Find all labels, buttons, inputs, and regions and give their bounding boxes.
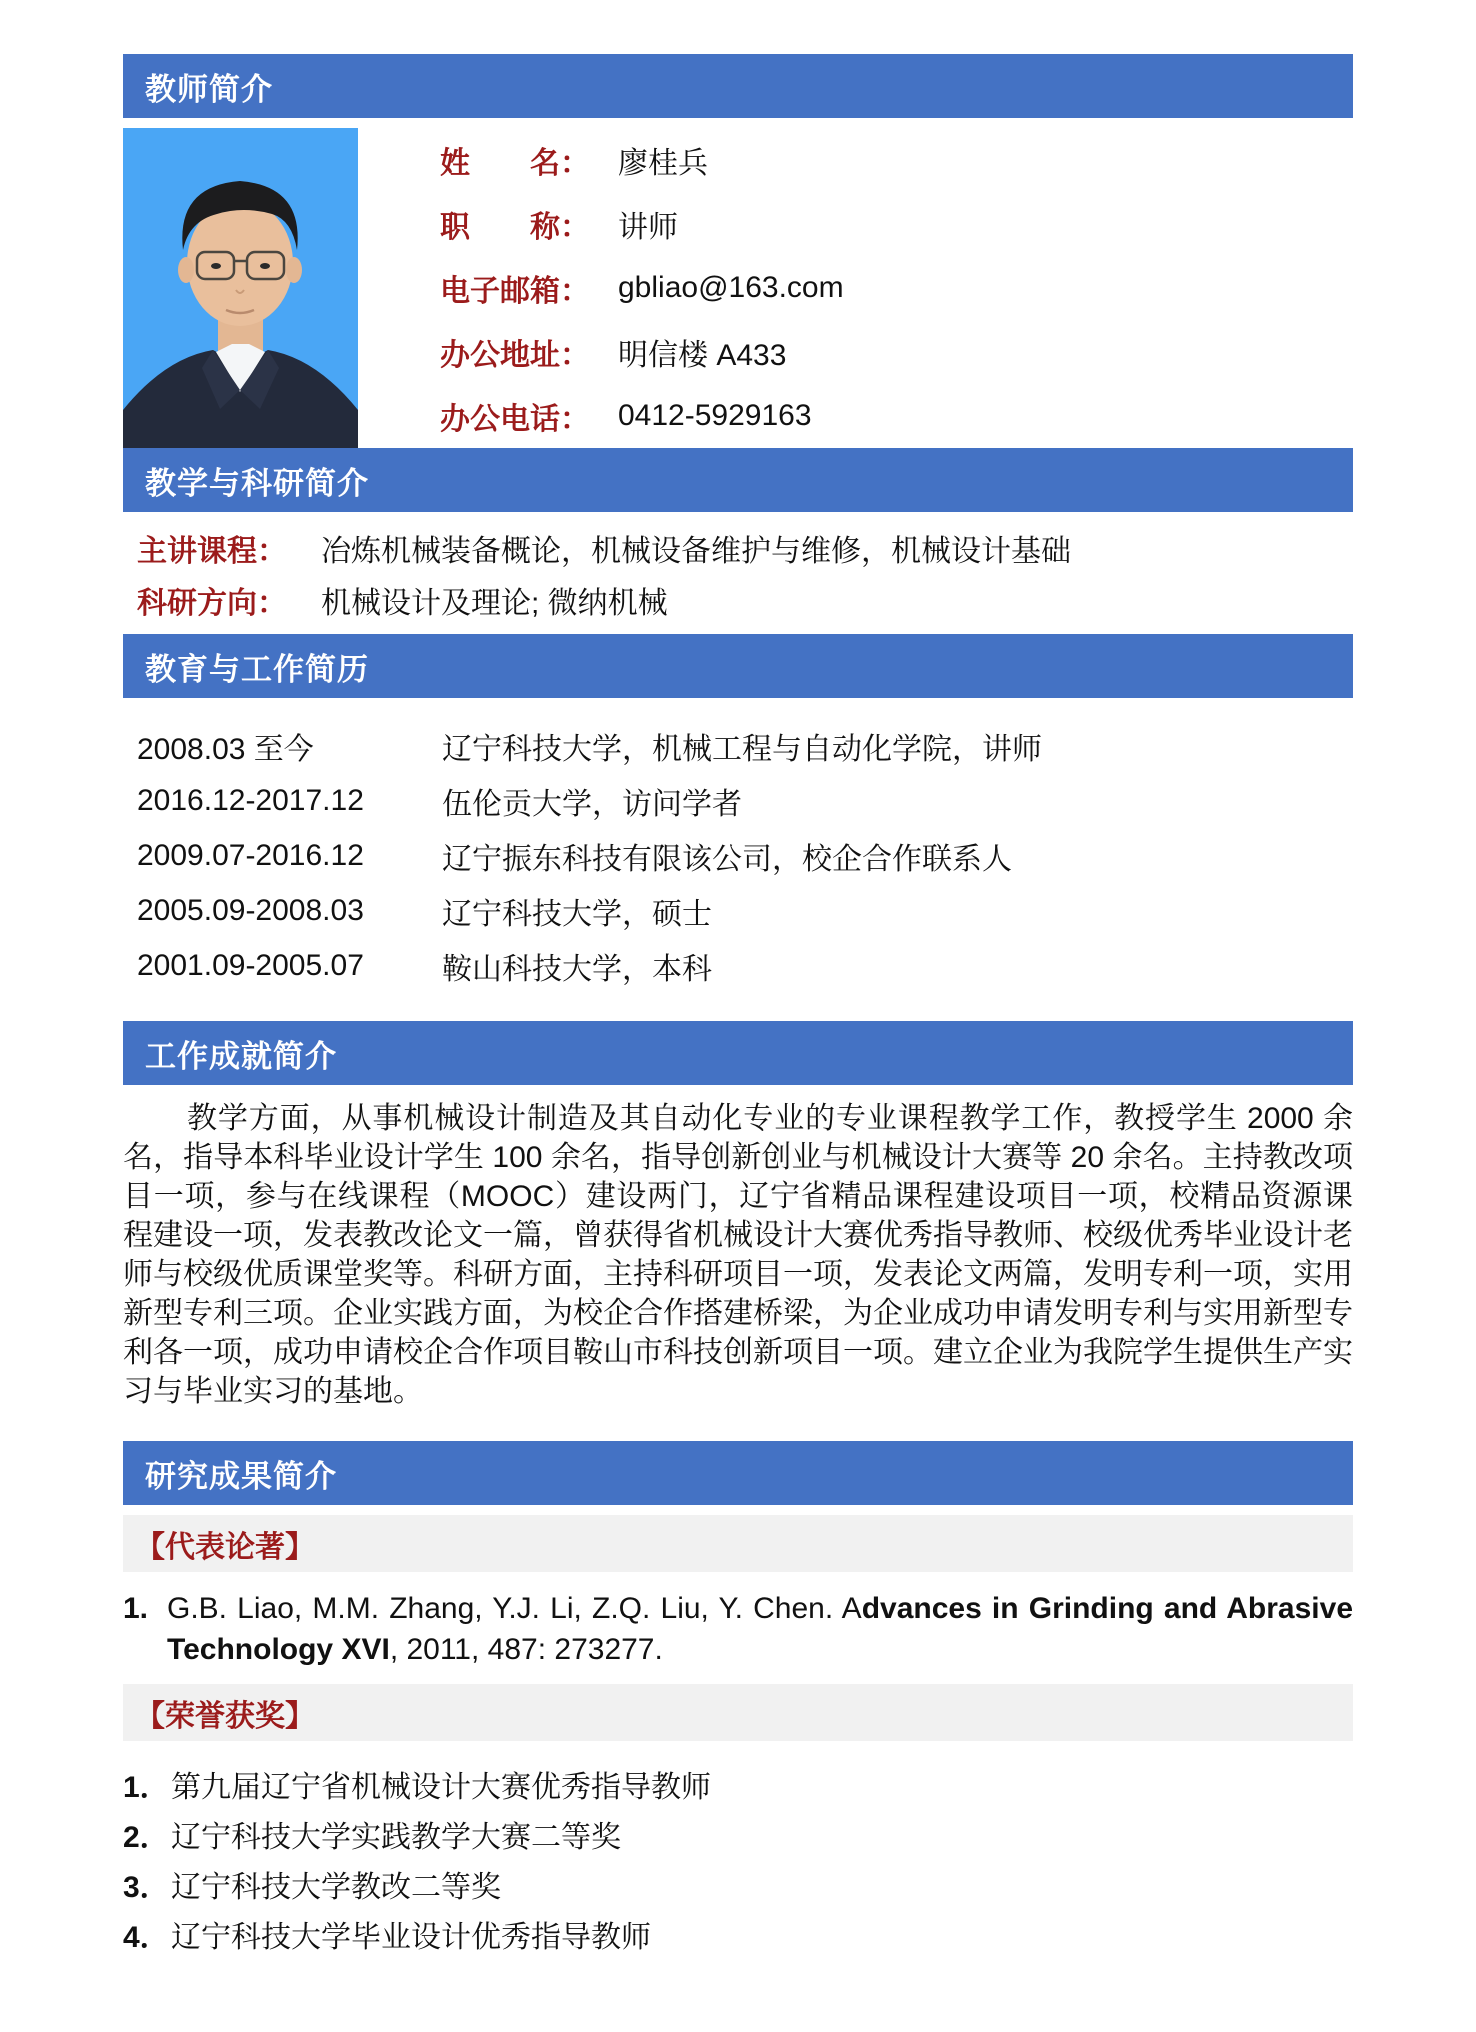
timeline-period: 2005.09-2008.03 [137,893,364,927]
awards-list [123,1759,1353,1959]
publication-title: dvances in Grinding and Abrasive Technology XVI [167,1592,1354,1666]
timeline-detail: 伍伦贡大学，访问学者 [442,787,742,821]
timeline-period: 2016.12-2017.12 [137,783,364,817]
subsection-awards-heading [123,1684,1353,1741]
field-value-email: gbliao@163.com [618,271,844,304]
award-item [123,1809,1353,1859]
award-text: 辽宁科技大学教改二等奖 [171,1871,501,1904]
section-title: 工作成就简介 [145,1038,337,1074]
section-bar-teaching-research [123,448,1353,512]
field-row-office [440,320,844,384]
timeline-row [137,938,1353,993]
field-label: 办公地址： [440,339,590,372]
subsection-publications-heading [123,1515,1353,1572]
field-label: 办公电话： [440,403,590,436]
publication-number: 1. [123,1592,149,1625]
section-bar-teacher-intro [123,54,1353,118]
award-item [123,1859,1353,1909]
award-text: 辽宁科技大学实践教学大赛二等奖 [171,1821,621,1854]
row-value: 机械设计及理论; 微纳机械 [321,587,668,620]
field-row-email [440,256,844,320]
section-title: 教师简介 [145,71,273,107]
field-label: 姓 名： [440,147,590,180]
row-label: 科研方向： [137,587,287,620]
teacher-photo [123,128,358,448]
teaching-row-courses [137,522,1353,574]
award-number: 4． [123,1921,170,1954]
profile-fields [440,128,844,448]
field-row-title [440,192,844,256]
field-value: 明信楼 A433 [618,339,787,372]
timeline-period: 2009.07-2016.12 [137,838,364,872]
section-title: 教育与工作简历 [145,651,369,687]
field-row-phone [440,384,844,448]
teaching-block [123,512,1353,634]
row-label: 主讲课程： [137,535,287,568]
timeline-row [137,718,1353,773]
profile-block [123,128,1353,448]
award-number: 3． [123,1871,170,1904]
timeline-detail: 鞍山科技大学，本科 [442,952,712,986]
timeline-detail: 辽宁科技大学，机械工程与自动化学院，讲师 [442,732,1042,766]
timeline-row [137,883,1353,938]
publication-item [123,1588,1353,1670]
field-label: 电子邮箱： [440,275,590,308]
timeline-period: 2008.03 至今 [137,732,314,766]
timeline-period: 2001.09-2005.07 [137,948,364,982]
field-row-name [440,128,844,192]
award-item [123,1759,1353,1809]
timeline-row [137,773,1353,828]
award-text: 辽宁科技大学毕业设计优秀指导教师 [171,1921,651,1954]
timeline-detail: 辽宁振东科技有限该公司，校企合作联系人 [442,842,1012,876]
publication-authors: G.B. Liao, M.M. Zhang, Y.J. Li, Z.Q. Liu, Y. Chen. A [167,1592,862,1625]
award-item [123,1909,1353,1959]
field-label: 职 称： [440,211,590,244]
publication-text [167,1588,1353,1670]
field-value: 讲师 [618,211,678,244]
teaching-row-research-direction [137,574,1353,626]
subsection-title: 【荣誉获奖】 [135,1699,315,1733]
section-bar-work-achievements [123,1021,1353,1085]
field-value: 0412-5929163 [618,399,812,432]
timeline-detail: 辽宁科技大学，硕士 [442,897,712,931]
subsection-title: 【代表论著】 [135,1530,315,1564]
section-title: 教学与科研简介 [145,465,369,501]
section-bar-research-results [123,1441,1353,1505]
award-number: 2． [123,1821,170,1854]
achievements-paragraph: 教学方面，从事机械设计制造及其自动化专业的专业课程教学工作，教授学生 2000 余名，指导本科毕业设计学生 100 余名，指导创新创业与机械设计大赛等 20 余名。主持教改项目一项，参与在线课程（MOOC）建设两门，辽宁省精品课程建设项目一项，校精品资源课程建设一项，发表教改论文一篇，曾获得省机械设计大赛优秀指导教师、校级优秀毕业设计老师与校级优质课堂奖等。科研方面，主持科研项目一项，发表论文两篇，发明专利一项，实用新型专利三项。企业实践方面，为校企合作搭建桥梁，为企业成功申请发明专利与实用新型专利各一项，成功申请校企合作项目鞍山市科技创新项目一项。建立企业为我院学生提供生产实习与毕业实习的基地。 [123,1102,1353,1408]
timeline-row [137,828,1353,883]
award-number: 1． [123,1771,170,1804]
section-title: 研究成果简介 [145,1458,337,1494]
career-timeline [123,698,1353,1009]
row-value: 冶炼机械装备概论，机械设备维护与维修，机械设计基础 [321,535,1071,568]
section-bar-education-career [123,634,1353,698]
field-value: 廖桂兵 [618,147,708,180]
publication-citation: , 2011, 487: 273277. [389,1633,663,1666]
portrait-illustration [123,128,358,448]
award-text: 第九届辽宁省机械设计大赛优秀指导教师 [171,1771,711,1804]
